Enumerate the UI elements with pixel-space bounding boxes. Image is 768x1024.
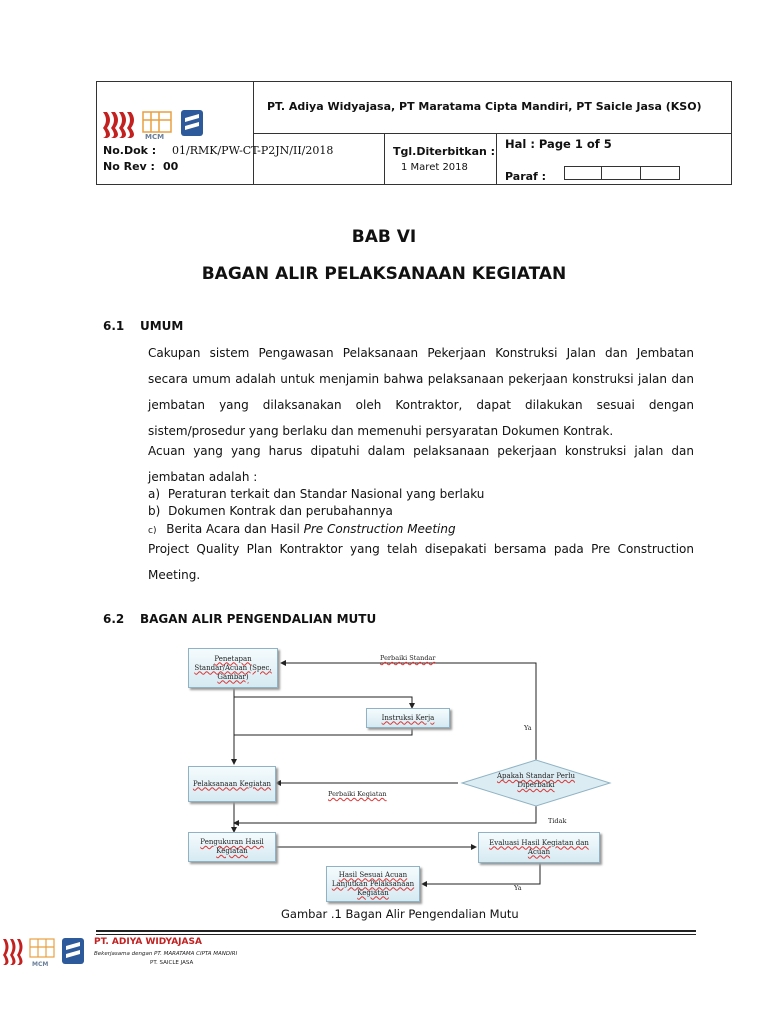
label-perbaiki-kegiatan: Perbaiki Kegiatan [328,790,387,798]
label-ya-2: Ya [514,884,522,892]
list-marker: a) [148,487,161,501]
list-item-a [148,487,484,501]
footer-mcm-text: MCM [32,961,49,968]
box-evaluasi: Evaluasi Hasil Kegiatan dan Acuan [478,832,600,863]
no-rev-value: 00 [163,160,179,173]
paraf-box-2 [601,166,641,180]
section-2-number: 6.2 [103,612,125,626]
header-logos [101,108,251,138]
no-rev-label: No Rev : [103,160,155,173]
mcm-logo-text: MCM [145,133,165,140]
list-item-c [148,522,456,536]
box-pelaksanaan: Pelaksanaan Kegiatan [188,766,276,802]
document-header [96,81,732,185]
paraf-box-3 [640,166,680,180]
footer-logos [2,935,92,969]
footer-rule-thin [96,934,696,935]
list-text: Berita Acara dan Hasil [166,522,304,536]
box-apakah: Apakah Standar Perlu Diperbaiki [496,772,575,789]
section-1-number: 6.1 [103,319,125,333]
list-text: Dokumen Kontrak dan perubahannya [168,504,393,518]
section-1-heading: UMUM [140,319,184,333]
chapter-subtitle: BAGAN ALIR PELAKSANAAN KEGIATAN [201,264,567,284]
paraf-label: Paraf : [505,170,547,183]
list-text: Peraturan terkait dan Standar Nasional yang berlaku [167,487,485,501]
section-2-heading: BAGAN ALIR PENGENDALIAN MUTU [140,612,377,626]
label-tidak: Tidak [548,817,567,825]
list-item-b [148,504,393,518]
no-dok-label: No.Dok : [103,144,157,157]
label-perbaiki-standar: Perbaiki Standar [380,654,436,662]
chapter-title: BAB VI [351,227,417,247]
figure-caption: Gambar .1 Bagan Alir Pengendalian Mutu [281,907,519,921]
list-text-italic: Pre Construction Meeting [303,522,456,536]
list-marker: c) [148,526,157,536]
box-hasil: Hasil Sesuai Acuan Lanjutkan Pelaksanaan Kegiatan [326,866,420,902]
box-instruksi: Instruksi Kerja [366,708,450,728]
tgl-label: Tgl.Diterbitkan : [393,145,496,158]
section-1-paragraph-2: Acuan yang yang harus dipatuhi dalam pelaksanaan pekerjaan konstruksi jalan dan jembatan adalah : [148,444,694,484]
page-indicator: Hal : Page 1 of 5 [505,137,612,151]
no-dok-value: 01/RMK/PW-CT-P2JN/II/2018 [172,144,334,157]
box-penetapan: Penetapan Standar/Acuan (Spec, Gambar) [188,648,278,688]
label-ya-1: Ya [524,724,532,732]
paraf-box-1 [564,166,602,180]
footer-logo-icon [2,935,92,969]
company-names: PT. Adiya Widyajasa, PT Maratama Cipta Mandiri, PT Saicle Jasa (KSO) [267,100,702,113]
list-marker: b) [148,504,161,518]
footer-partner: PT. SAICLE JASA [150,960,194,966]
tgl-value: 1 Maret 2018 [401,162,468,173]
company-logo-icon [101,108,251,140]
section-1-paragraph-3: Project Quality Plan Kontraktor yang telah disepakati bersama pada Pre Construction Meeting. [148,542,694,582]
section-1-paragraph-1: Cakupan sistem Pengawasan Pelaksanaan Pekerjaan Konstruksi Jalan dan Jembatan secara umum adalah untuk menjamin bahwa pelaksanaan pekerjaan konstruksi jalan dan jembatan yang dilaksanakan oleh Kontraktor, dapat dilakukan sesuai dengan sistem/prosedur yang berlaku dan memenuhi persyaratan Dokumen Kontrak. [148,346,694,438]
box-pengukuran: Pengukuran Hasil Kegiatan [188,832,276,862]
footer-cooperation: Bekerjasama dengan PT. MARATAMA CIPTA MANDIRI [94,951,238,957]
footer-rule [96,930,696,932]
footer-company: PT. ADIYA WIDYAJASA [94,937,202,947]
flowchart [150,640,630,910]
